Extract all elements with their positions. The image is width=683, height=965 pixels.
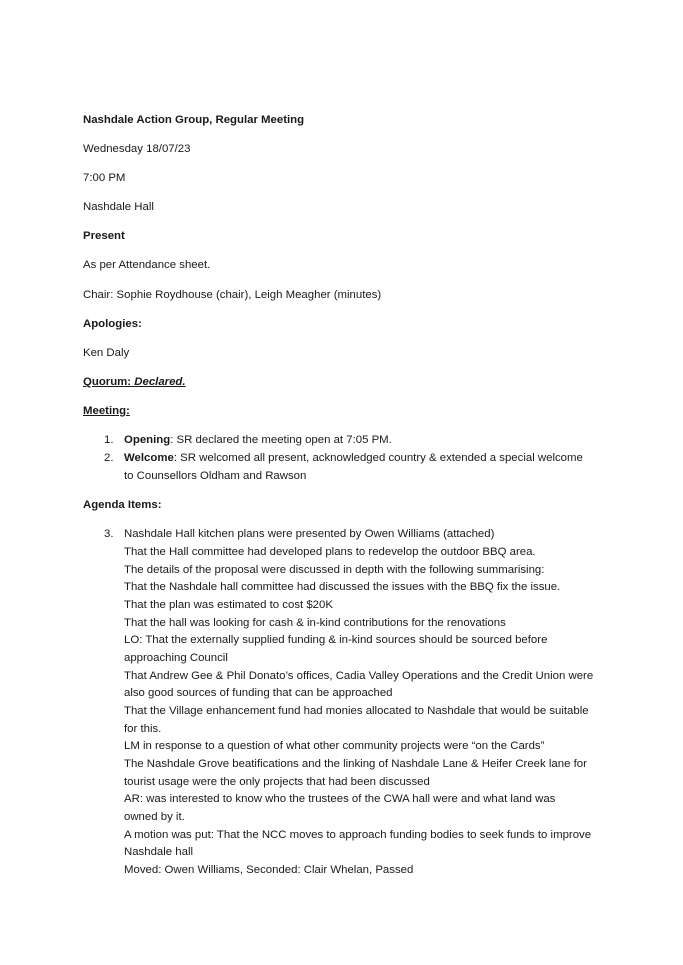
item-number: 1. [104,434,114,446]
agenda-line: also good sources of funding that can be approached [124,687,393,699]
item-label: Welcome [124,452,174,464]
meeting-venue: Nashdale Hall [83,201,154,213]
agenda-line: AR: was interested to know who the trustees of the CWA hall were and what land was [124,793,556,805]
item-text: : SR welcomed all present, acknowledged country & extended a special welcome [173,452,583,464]
agenda-line: Moved: Owen Williams, Seconded: Clair Whelan, Passed [124,864,414,876]
meeting-item-welcome [124,451,583,465]
chair-text: Chair: Sophie Roydhouse (chair), Leigh Meagher (minutes) [83,289,382,301]
agenda-line: Nashdale Hall kitchen plans were presented by Owen Williams (attached) [124,528,495,540]
quorum-value: Declared. [134,376,186,388]
meeting-date: Wednesday 18/07/23 [83,143,191,155]
meeting-time: 7:00 PM [83,172,126,184]
agenda-line: The Nashdale Grove beatifications and the linking of Nashdale Lane & Heifer Creek lane for [124,758,587,770]
apologies-heading: Apologies: [83,318,142,330]
item-text-continuation: to Counsellors Oldham and Rawson [124,470,307,482]
agenda-line: That the hall was looking for cash & in-kind contributions for the renovations [124,617,506,629]
agenda-line: owned by it. [124,811,185,823]
agenda-heading: Agenda Items: [83,499,162,511]
document-title: Nashdale Action Group, Regular Meeting [83,114,305,126]
agenda-line: for this. [124,723,162,735]
quorum-label: Quorum: [83,376,132,388]
agenda-line: LM in response to a question of what other community projects were “on the Cards” [124,740,545,752]
quorum-line [83,375,186,389]
meeting-heading: Meeting: [83,405,130,417]
agenda-line: The details of the proposal were discussed in depth with the following summarising: [124,564,545,576]
item-text: : SR declared the meeting open at 7:05 PM. [170,434,392,446]
item-number: 2. [104,452,114,464]
agenda-line: A motion was put: That the NCC moves to approach funding bodies to seek funds to improve [124,829,592,841]
apologies-text: Ken Daly [83,347,130,359]
item-number: 3. [104,528,114,540]
agenda-line: Nashdale hall [124,846,194,858]
agenda-line: That the Village enhancement fund had monies allocated to Nashdale that would be suitable [124,705,589,717]
agenda-line: That Andrew Gee & Phil Donato’s offices, Cadia Valley Operations and the Credit Union were [124,670,594,682]
agenda-line: LO: That the externally supplied funding & in-kind sources should be sourced before [124,634,548,646]
agenda-line: That the Nashdale hall committee had discussed the issues with the BBQ fix the issue. [124,581,561,593]
meeting-item-opening [124,433,392,447]
present-heading: Present [83,230,125,242]
present-text: As per Attendance sheet. [83,259,211,271]
item-label: Opening [124,434,171,446]
agenda-line: approaching Council [124,652,228,664]
agenda-line: That the Hall committee had developed plans to redevelop the outdoor BBQ area. [124,546,536,558]
agenda-line: tourist usage were the only projects that had been discussed [124,776,430,788]
agenda-line: That the plan was estimated to cost $20K [124,599,333,611]
